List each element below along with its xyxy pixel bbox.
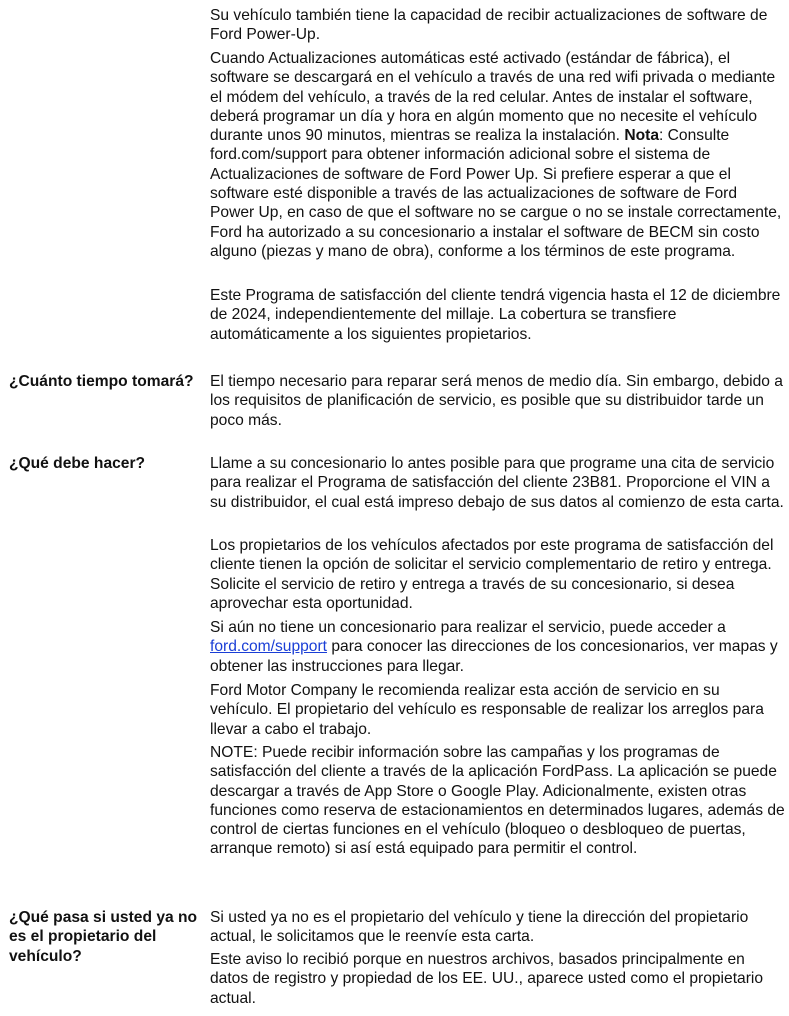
intro-p2-text: Cuando Actualizaciones automáticas esté activado (estándar de fábrica), el software se descargará en el vehículo a través de una red wifi privada o mediante el módem del vehículo, a través de la red celular. Antes de instalar el software, deberá programar un día y hora en algún momento que no necesite el vehículo durante unos 90 minutos, mientras se realiza la instalación. <box>210 50 776 145</box>
todo-paragraph-3 <box>210 618 785 676</box>
todo-p3-text-end: para conocer las direcciones de los concesionarios, ver mapas y obtener las instrucciones para llegar. <box>210 638 778 675</box>
question-not-owner: ¿Qué pasa si usted ya no es el propietario del vehículo? <box>9 909 198 965</box>
todo-paragraph-5-note: NOTE: Puede recibir información sobre las campañas y los programas de satisfacción del cliente a través de la aplicación FordPass. La aplicación se puede descargar a través de App Store o Google Play. Adicionalmente, existen otras funciones como reserva de estacionamientos en determinados lugares, además de control de ciertas funciones en el vehículo (bloqueo o desbloqueo de puertas, arranque remoto) si así está equipado para permitir el control. <box>210 744 785 858</box>
todo-paragraph-1: Llame a su concesionario lo antes posible para que programe una cita de servicio para realizar el Programa de satisfacción del cliente 23B81. Proporcione el VIN a su distribuidor, el cual está impreso debajo de sus datos al comienzo de esta carta. <box>210 455 784 511</box>
intro-paragraph-3: Este Programa de satisfacción del cliente tendrá vigencia hasta el 12 de diciembre de 2024, independientemente del millaje. La cobertura se transfiere automáticamente a los siguientes propietarios. <box>210 287 781 343</box>
owner-paragraph-2: Este aviso lo recibió porque en nuestros archivos, basados principalmente en datos de registro y propiedad de los EE. UU., aparece usted como el propietario actual. <box>210 951 764 1007</box>
todo-paragraph-2: Los propietarios de los vehículos afectados por este programa de satisfacción del cliente tienen la opción de solicitar el servicio complementario de retiro y entrega. Solicite el servicio de retiro y entrega a través de su concesionario, si desea aprovechar esta oportunidad. <box>210 537 774 612</box>
question-time: ¿Cuánto tiempo tomará? <box>9 373 194 390</box>
intro-p2-note-text: : Consulte ford.com/support para obtener información adicional sobre el sistema de Actualizaciones de software de Ford Power Up. Si prefiere esperar a que el software esté disponible a través de las actualizaciones de software de Ford Power Up, en caso de que el software no se cargue o no se instale correctamente, Ford ha autorizado a su concesionario a instalar el software de BECM sin costo alguno (piezas y mano de obra), conforme a los términos de este programa. <box>210 127 782 260</box>
answer-time: El tiempo necesario para reparar será menos de medio día. Sin embargo, debido a los requisitos de planificación de servicio, es posible que su distribuidor tarde un poco más. <box>210 373 783 429</box>
intro-paragraph-2 <box>210 49 785 261</box>
note-label: Nota <box>624 127 659 145</box>
todo-paragraph-4: Ford Motor Company le recomienda realizar esta acción de servicio en su vehículo. El propietario del vehículo es responsable de realizar los arreglos para llevar a cabo el trabajo. <box>210 682 764 738</box>
question-what-to-do: ¿Qué debe hacer? <box>9 455 146 472</box>
intro-paragraph-1: Su vehículo también tiene la capacidad de recibir actualizaciones de software de Ford Power-Up. <box>210 7 768 44</box>
ford-support-link[interactable]: ford.com/support <box>210 638 328 656</box>
owner-paragraph-1: Si usted ya no es el propietario del vehículo y tiene la dirección del propietario actual, le solicitamos que le reenvíe esta carta. <box>210 909 749 946</box>
todo-p3-text: Si aún no tiene un concesionario para realizar el servicio, puede acceder a <box>210 619 726 636</box>
